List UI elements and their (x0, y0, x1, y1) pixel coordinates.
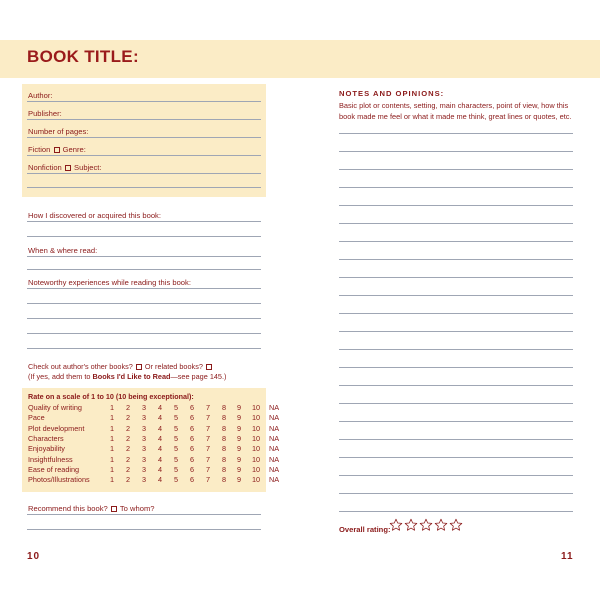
star-icon[interactable] (434, 518, 448, 532)
rating-option[interactable]: 8 (222, 464, 227, 474)
see-page-text: —see page 145.) (170, 372, 227, 381)
rating-option[interactable]: 4 (158, 464, 163, 474)
star-icon[interactable] (404, 518, 418, 532)
rating-option[interactable]: 5 (174, 423, 179, 433)
if-yes-text: (If yes, add them to (28, 372, 93, 381)
notes-line[interactable] (339, 421, 573, 422)
rating-option[interactable]: 9 (237, 454, 242, 464)
rating-option[interactable]: 8 (222, 413, 227, 423)
rating-option[interactable]: NA (269, 454, 280, 464)
recommend-row (28, 504, 155, 513)
rating-option[interactable]: 2 (126, 413, 131, 423)
rating-option[interactable]: 8 (222, 423, 227, 433)
publisher-line[interactable] (27, 119, 261, 120)
rating-option[interactable]: 3 (142, 403, 147, 412)
rating-option[interactable]: 4 (158, 433, 163, 443)
rating-option[interactable]: 1 (110, 464, 115, 474)
rating-option[interactable]: 2 (126, 433, 131, 443)
rating-option[interactable]: 9 (237, 444, 242, 454)
rating-option[interactable]: 10 (252, 433, 261, 443)
star-icon[interactable] (389, 518, 403, 532)
rating-option[interactable]: 5 (174, 454, 179, 464)
rating-option[interactable]: 7 (206, 454, 211, 464)
page-title: BOOK TITLE: (27, 47, 139, 66)
rating-option[interactable]: 4 (158, 423, 163, 433)
rating-option[interactable]: 10 (252, 403, 261, 412)
rating-title: Rate on a scale of 1 to 10 (10 being exceptional): (28, 392, 194, 401)
notes-line[interactable] (339, 205, 573, 206)
notes-line[interactable] (339, 331, 573, 332)
rating-option[interactable]: 5 (174, 433, 179, 443)
rating-criterion: Characters (28, 433, 64, 443)
author-books-checkbox[interactable] (136, 364, 142, 370)
rating-option[interactable]: 1 (110, 413, 115, 423)
noteworthy-line-5[interactable] (27, 348, 261, 349)
pages-line[interactable] (27, 137, 261, 138)
rating-option[interactable]: 9 (237, 475, 242, 485)
rating-option[interactable]: 3 (142, 423, 147, 433)
notes-line[interactable] (339, 385, 573, 386)
rating-option[interactable]: 4 (158, 413, 163, 423)
notes-line[interactable] (339, 493, 573, 494)
check-out-author-label: Check out author's other books? (28, 362, 133, 371)
overall-rating-label: Overall rating: (339, 525, 391, 534)
noteworthy-line-3[interactable] (27, 318, 261, 319)
notes-description: Basic plot or contents, setting, main characters, point of view, how this book made me feel or what it made me think, great lines or quotes, etc. (339, 101, 572, 121)
rating-option[interactable]: 5 (174, 444, 179, 454)
rating-option[interactable]: 6 (190, 464, 195, 474)
notes-line[interactable] (339, 133, 573, 134)
related-books-checkbox[interactable] (206, 364, 212, 370)
recommend-label: Recommend this book? (28, 504, 108, 513)
when-where-line[interactable] (27, 256, 261, 257)
rating-option[interactable]: 2 (126, 454, 131, 464)
rating-option[interactable]: 2 (126, 464, 131, 474)
rating-option[interactable]: 9 (237, 403, 242, 412)
rating-option[interactable]: 7 (206, 403, 211, 412)
discovered-line-2[interactable] (27, 236, 261, 237)
rating-criterion: Enjoyability (28, 444, 65, 454)
rating-option[interactable]: NA (269, 433, 280, 443)
noteworthy-line-4[interactable] (27, 333, 261, 334)
star-icon[interactable] (419, 518, 433, 532)
to-whom-label: To whom? (119, 504, 155, 513)
rating-option[interactable]: 3 (142, 433, 147, 443)
rating-option[interactable]: 7 (206, 475, 211, 485)
rating-option[interactable]: 10 (252, 413, 261, 423)
subject-label: Subject: (74, 163, 102, 172)
rating-criterion: Ease of reading (28, 464, 80, 474)
rating-option[interactable]: 1 (110, 423, 115, 433)
notes-line[interactable] (339, 367, 573, 368)
author-label: Author: (28, 91, 53, 100)
discovered-label: How I discovered or acquired this book: (28, 211, 161, 220)
when-where-line-2[interactable] (27, 269, 261, 270)
fiction-checkbox[interactable] (54, 147, 60, 153)
notes-line[interactable] (339, 259, 573, 260)
subject-line-2[interactable] (27, 187, 261, 188)
notes-line[interactable] (339, 295, 573, 296)
notes-line[interactable] (339, 241, 573, 242)
discovered-line[interactable] (27, 221, 261, 222)
subject-line[interactable] (27, 173, 261, 174)
rating-option[interactable]: 8 (222, 475, 227, 485)
overall-rating-stars (389, 518, 464, 537)
rating-option[interactable]: 3 (142, 464, 147, 474)
notes-line[interactable] (339, 223, 573, 224)
rating-option[interactable]: 6 (190, 423, 195, 433)
nonfiction-checkbox[interactable] (65, 165, 71, 171)
rating-option[interactable]: 6 (190, 413, 195, 423)
genre-line[interactable] (27, 155, 261, 156)
rating-option[interactable]: 9 (237, 423, 242, 433)
books-to-read-link: Books I'd Like to Read (92, 372, 171, 381)
nonfiction-row (28, 163, 101, 172)
rating-option[interactable]: 10 (252, 475, 261, 485)
rating-option[interactable]: 1 (110, 475, 115, 485)
rating-option[interactable]: 5 (174, 413, 179, 423)
rating-option[interactable]: 6 (190, 433, 195, 443)
rating-option[interactable]: 6 (190, 403, 195, 412)
noteworthy-line-1[interactable] (27, 288, 261, 289)
notes-line[interactable] (339, 151, 573, 152)
nonfiction-label: Nonfiction (28, 163, 62, 172)
rating-criterion: Insightfulness (28, 454, 73, 464)
rating-option[interactable]: 10 (252, 423, 261, 433)
star-icon[interactable] (449, 518, 463, 532)
noteworthy-label: Noteworthy experiences while reading this book: (28, 278, 191, 287)
rating-option[interactable]: NA (269, 423, 280, 433)
right-page-number: 11 (561, 551, 574, 562)
rating-option[interactable]: 8 (222, 403, 227, 412)
fiction-label: Fiction (28, 145, 51, 154)
rating-option[interactable]: 4 (158, 444, 163, 454)
rating-criterion: Photos/Illustrations (28, 475, 90, 485)
rating-option[interactable]: 8 (222, 444, 227, 454)
noteworthy-line-2[interactable] (27, 303, 261, 304)
left-page-number: 10 (27, 551, 41, 562)
rating-option[interactable]: NA (269, 403, 280, 412)
rating-option[interactable]: 3 (142, 444, 147, 454)
rating-option[interactable]: 7 (206, 423, 211, 433)
rating-option[interactable]: 5 (174, 475, 179, 485)
notes-line[interactable] (339, 475, 573, 476)
recommend-line[interactable] (27, 514, 261, 515)
when-where-label: When & where read: (28, 246, 98, 255)
rating-criterion: Quality of writing (28, 403, 82, 412)
rating-option[interactable]: 7 (206, 444, 211, 454)
rating-option[interactable]: 8 (222, 433, 227, 443)
rating-option[interactable]: 10 (252, 444, 261, 454)
check-out-row (28, 362, 213, 371)
author-line[interactable] (27, 101, 261, 102)
notes-line[interactable] (339, 277, 573, 278)
notes-heading: NOTES AND OPINIONS: (339, 89, 445, 98)
notes-line[interactable] (339, 169, 573, 170)
if-yes-note (28, 372, 226, 381)
fiction-row (28, 145, 86, 154)
rating-option[interactable]: NA (269, 444, 280, 454)
rating-option[interactable]: 1 (110, 444, 115, 454)
notes-line[interactable] (339, 349, 573, 350)
rating-option[interactable]: 3 (142, 413, 147, 423)
notes-line[interactable] (339, 313, 573, 314)
rating-option[interactable]: 6 (190, 444, 195, 454)
notes-line[interactable] (339, 511, 573, 512)
rating-option[interactable]: 1 (110, 433, 115, 443)
rating-option[interactable]: 9 (237, 433, 242, 443)
rating-option[interactable]: 6 (190, 454, 195, 464)
rating-option[interactable]: 2 (126, 444, 131, 454)
rating-option[interactable]: 4 (158, 403, 163, 412)
rating-option[interactable]: 8 (222, 454, 227, 464)
rating-option[interactable]: 2 (126, 423, 131, 433)
rating-option[interactable]: 7 (206, 464, 211, 474)
rating-option[interactable]: 5 (174, 464, 179, 474)
genre-label: Genre: (62, 145, 86, 154)
rating-option[interactable]: 7 (206, 433, 211, 443)
rating-option[interactable]: 10 (252, 464, 261, 474)
recommend-line-2[interactable] (27, 529, 261, 530)
rating-option[interactable]: 1 (110, 454, 115, 464)
rating-option[interactable]: 9 (237, 464, 242, 474)
related-books-label: Or related books? (144, 362, 203, 371)
rating-option[interactable]: 4 (158, 475, 163, 485)
rating-option[interactable]: 6 (190, 475, 195, 485)
notes-line[interactable] (339, 187, 573, 188)
rating-criterion: Pace (28, 413, 45, 423)
publisher-label: Publisher: (28, 109, 62, 118)
rating-option[interactable]: 2 (126, 475, 131, 485)
rating-option[interactable]: 2 (126, 403, 131, 412)
notes-line[interactable] (339, 403, 573, 404)
rating-option[interactable]: 5 (174, 403, 179, 412)
notes-line[interactable] (339, 457, 573, 458)
pages-label: Number of pages: (28, 127, 89, 136)
notes-line[interactable] (339, 439, 573, 440)
rating-option[interactable]: NA (269, 413, 280, 423)
rating-option[interactable]: NA (269, 475, 280, 485)
rating-option[interactable]: 7 (206, 413, 211, 423)
rating-option[interactable]: 1 (110, 403, 115, 412)
rating-option[interactable]: 3 (142, 454, 147, 464)
rating-option[interactable]: 10 (252, 454, 261, 464)
rating-criterion: Plot development (28, 423, 85, 433)
rating-option[interactable]: 3 (142, 475, 147, 485)
recommend-checkbox[interactable] (111, 506, 117, 512)
rating-option[interactable]: 4 (158, 454, 163, 464)
rating-option[interactable]: 9 (237, 413, 242, 423)
rating-option[interactable]: NA (269, 464, 280, 474)
